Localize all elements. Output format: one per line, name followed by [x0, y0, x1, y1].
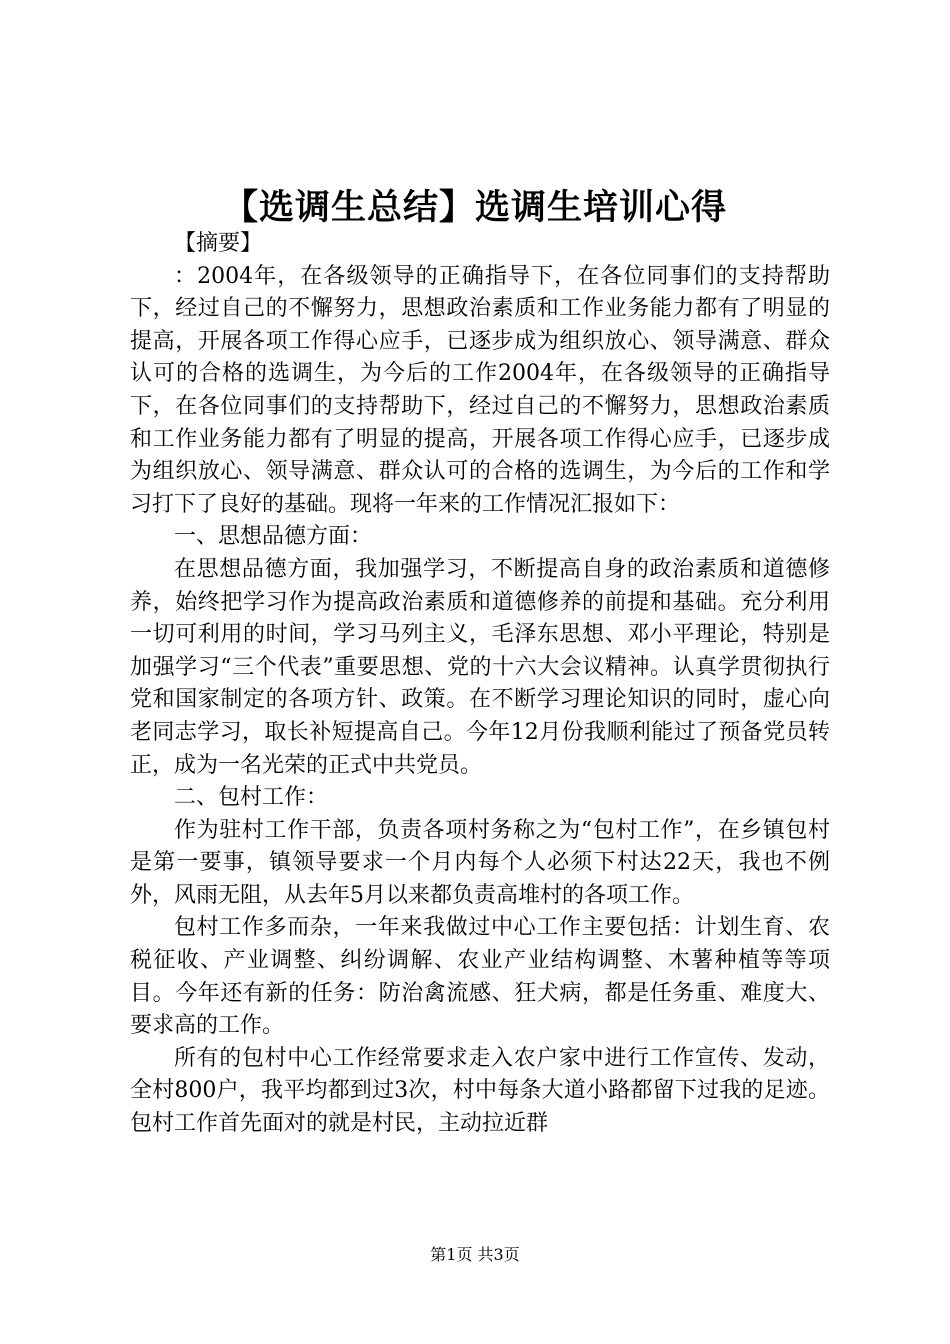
section-heading-ideology: 一、思想品德方面：: [174, 524, 373, 550]
page-footer: 第1页 共3页: [430, 1245, 520, 1264]
paragraph-village-work-intro: 作为驻村工作干部，负责各项村务称之为“包村工作”，在乡镇包村是第一要事，镇领导要求一个月内每个人必须下村达22天，我也不例外，风雨无阻，从去年5月以来都负责高堆村的各项工作。: [130, 817, 830, 908]
abstract-heading: 【摘要】: [174, 231, 263, 256]
section-heading-village-work: 二、包村工作：: [174, 785, 329, 811]
paragraph-village-work-visits: 所有的包村中心工作经常要求走入农户家中进行工作宣传、发动，全村800户，我平均都到过3次，村中每条大道小路都留下过我的足迹。包村工作首先面对的就是村民，主动拉近群: [130, 1045, 830, 1137]
paragraph-village-work-tasks: 包村工作多而杂，一年来我做过中心工作主要包括：计划生育、农税征收、产业调整、纠纷调解、农业产业结构调整、木薯种植等等项目。今年还有新的任务：防治禽流感、狂犬病，都是任务重、难度大、要求高的工作。: [130, 915, 830, 1039]
document-title: 【选调生总结】选调生培训心得: [222, 187, 727, 228]
document-body: [130, 228, 830, 1141]
abstract-paragraph: ：2004年，在各级领导的正确指导下，在各位同事们的支持帮助下，经过自己的不懈努力，思想政治素质和工作业务能力都有了明显的提高，开展各项工作得心应手，已逐步成为组织放心、领导满意、群众认可的合格的选调生，为今后的工作2004年，在各级领导的正确指导下，在各位同事们的支持帮助下，经过自己的不懈努力，思想政治素质和工作业务能力都有了明显的提高，开展各项工作得心应手，已逐步成为组织放心、领导满意、群众认可的合格的选调生，为今后的工作和学习打下了良好的基础。现将一年来的工作情况汇报如下：: [130, 263, 830, 517]
paragraph-ideology: 在思想品德方面，我加强学习，不断提高自身的政治素质和道德修养，始终把学习作为提高政治素质和道德修养的前提和基础。充分利用一切可利用的时间，学习马列主义，毛泽东思想、邓小平理论，特别是加强学习“三个代表”重要思想、党的十六大会议精神。认真学贯彻执行党和国家制定的各项方针、政策。在不断学习理论知识的同时，虚心向老同志学习，取长补短提高自己。今年12月份我顺利能过了预备党员转正，成为一名光荣的正式中共党员。: [130, 556, 830, 778]
